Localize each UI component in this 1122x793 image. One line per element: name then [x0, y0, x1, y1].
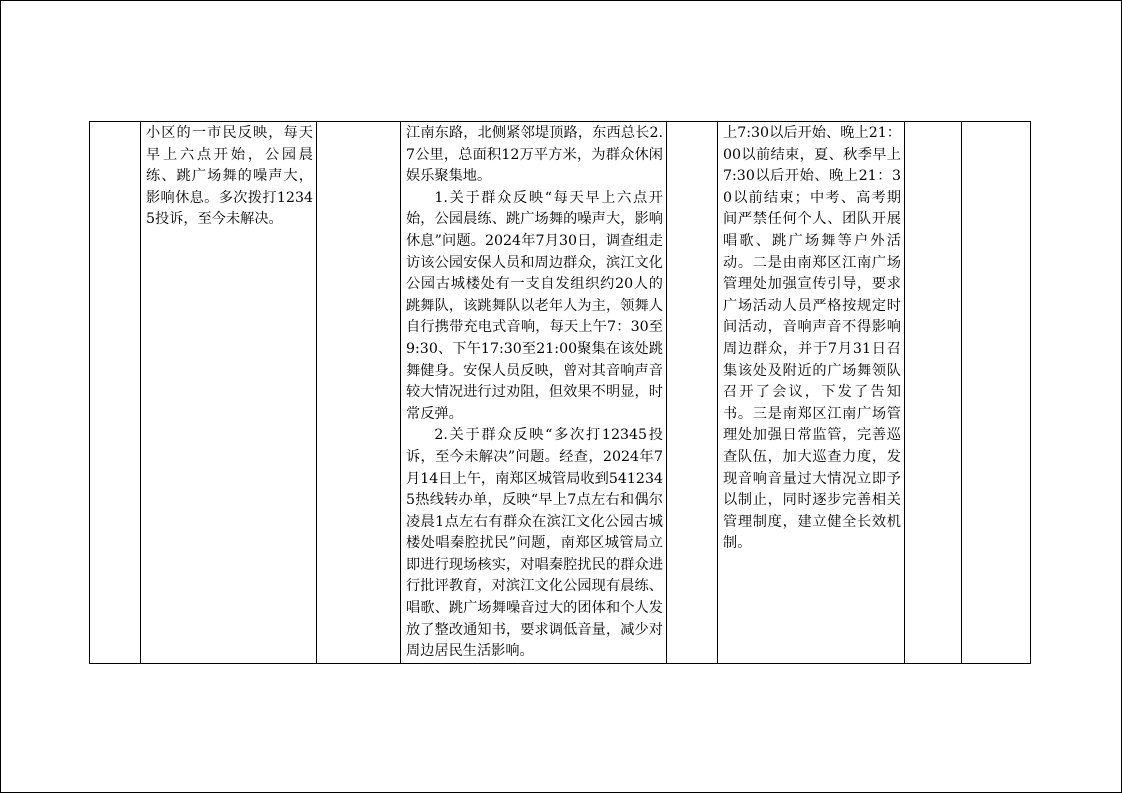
col-index-cell	[90, 122, 141, 664]
complaint-text: 小区的一市民反映，每天早上六点开始，公园晨练、跳广场舞的噪声大，影响休息。多次拨打12345投诉，至今未解决。	[146, 125, 313, 228]
rectification-cell	[718, 122, 905, 664]
col-district-cell	[317, 122, 401, 664]
col-remarks-cell	[962, 122, 1031, 664]
investigation-para-3: 2.关于群众反映“多次打12345投诉，至今未解决”问题。经查，2024年7月14日上午，南郑区城管局收到5412345热线转办单，反映“早上7点左右和偶尔凌晨1点左右有群众在滨江文化公园古城楼处唱秦腔扰民”问题，南郑区城管局立即进行现场核实，对唱秦腔扰民的群众进行批评教育，对滨江文化公园现有晨练、唱歌、跳广场舞噪音过大的团体和个人发放了整改通知书，要求调低音量，减少对周边居民生活影响。	[406, 427, 663, 660]
investigation-text	[401, 122, 666, 663]
investigation-cell	[401, 122, 667, 664]
complaint-cell	[141, 122, 317, 664]
col-type-cell	[667, 122, 718, 664]
investigation-para-2: 1.关于群众反映“每天早上六点开始，公园晨练、跳广场舞的噪声大，影响休息”问题。2024年7月30日，调查组走访该公园安保人员和周边群众，滨江文化公园古城楼处有一支自发组织约20人的跳舞队，该跳舞队以老年人为主，领舞人自行携带充电式音响，每天上午7：30至9:30、下午17:30至21:00聚集在该处跳舞健身。安保人员反映，曾对其音响声音较大情况进行过劝阻，但效果不明显，时常反弹。	[406, 189, 663, 422]
case-table	[89, 121, 1031, 664]
table-row	[90, 122, 1031, 664]
rectification-text: 上7:30以后开始、晚上21：00以前结束，夏、秋季早上7:30以后开始、晚上21：30以前结束；中考、高考期间严禁任何个人、团队开展唱歌、跳广场舞等户外活动。二是由南郑区江南广场管理处加强宣传引导，要求广场活动人员严格按规定时间活动，音响声音不得影响周边群众，并于7月31日召集该处及附近的广场舞领队召开了会议，下发了告知书。三是南郑区江南广场管理处加强日常监管，完善巡查队伍，加大巡查力度，发现音响音量过大情况立即予以制止，同时逐步完善相关管理制度，建立健全长效机制。	[723, 125, 901, 552]
investigation-para-1: 江南东路，北侧紧邻堤顶路，东西总长2.7公里，总面积12万平方米，为群众休闲娱乐聚集地。	[406, 125, 663, 185]
col-accountability-cell	[905, 122, 962, 664]
